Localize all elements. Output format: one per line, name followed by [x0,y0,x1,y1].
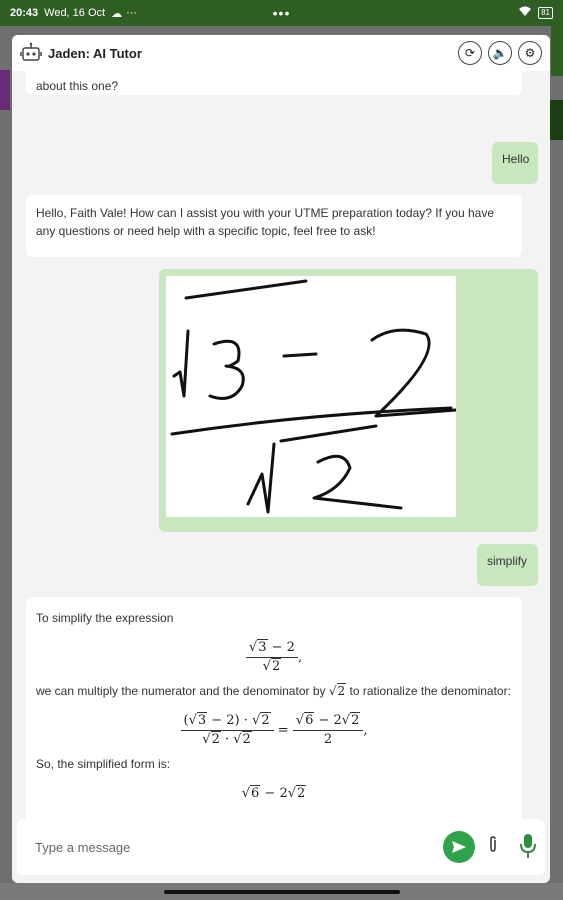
status-dots: ••• [272,5,291,21]
message-input-bar [17,819,545,875]
home-gesture-bar[interactable] [164,890,400,894]
message-text: about this one? [36,79,119,93]
chat-title: Jaden: AI Tutor [48,45,142,61]
message-text: Hello [502,152,530,166]
wifi-icon [518,6,532,20]
handwriting-drawing [166,276,456,517]
gear-icon: ⚙ [524,46,536,60]
speaker-icon: 🔉 [492,46,508,60]
answer-so-line: So, the simplified form is: [36,757,171,771]
cloud-icon: ☁ [111,7,123,20]
microphone-icon[interactable] [520,833,536,859]
robot-icon [20,42,42,64]
user-message [492,142,538,184]
send-icon [451,839,467,855]
chat-dialog [12,35,550,883]
math-expression-original: $\frac{√3 - 2}{√2}$ , [36,639,512,676]
ai-message [26,597,522,819]
math-expression-result: √6 − 2√2 [241,786,306,801]
battery-icon: 81 [538,7,553,19]
message-text: Hello, Faith Vale! How can I assist you with your UTME preparation today? If you have any questions or need help with a specific topic, feel free to ask! [36,206,494,238]
send-button[interactable] [443,831,475,863]
math-expression-steps: $\frac{(√3 - 2) \cdot √2}{√2 \cdot √2}$ = $\frac{√6 - 2√2}{2}$ , [36,712,512,749]
chat-header [12,35,550,71]
handwritten-expression-image[interactable] [166,276,456,517]
sound-button[interactable] [488,41,512,65]
answer-multiply-line: we can multiply the numerator and the denominator by √2 to rationalize the denominator: [36,684,511,698]
ai-message [26,195,522,257]
status-date: Wed, 16 Oct [44,7,106,19]
reset-button[interactable] [458,41,482,65]
user-message [477,544,538,586]
message-text: simplify [487,554,528,568]
ai-message [26,71,522,95]
attach-icon[interactable] [488,835,498,858]
message-input[interactable]: Type a message [35,839,131,855]
status-bar: 20:43 Wed, 16 Oct ☁ ··· ••• 81 [0,0,563,26]
refresh-icon: ⟳ [464,46,476,60]
settings-button[interactable] [518,41,542,65]
user-image-message [159,269,538,532]
status-time: 20:43 [10,7,39,19]
chat-messages[interactable] [12,71,550,819]
answer-intro: To simplify the expression [36,611,174,625]
